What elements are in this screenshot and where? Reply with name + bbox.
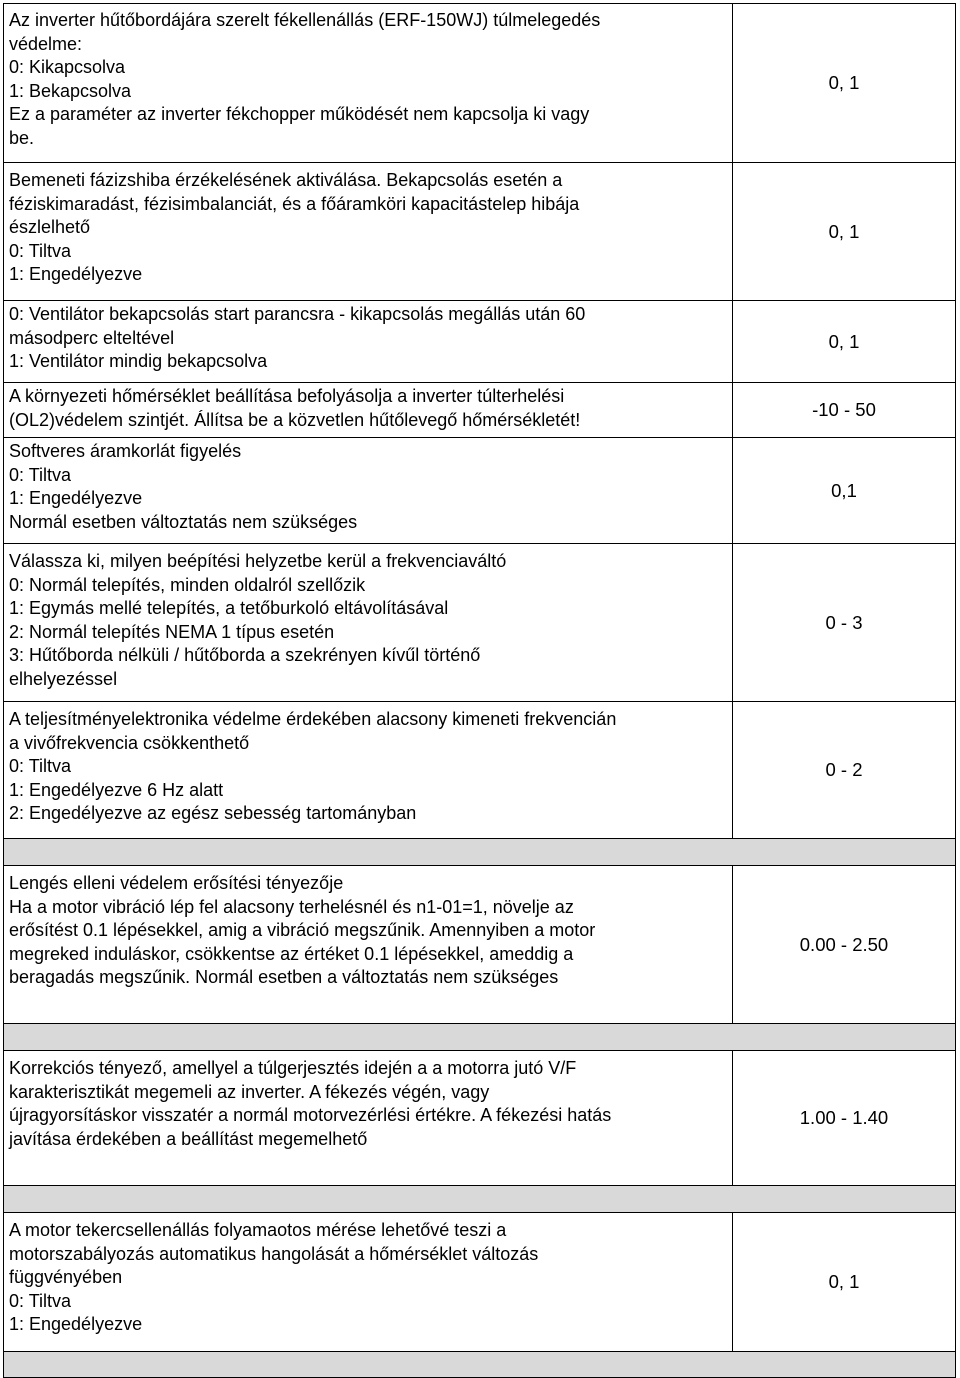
- description-line: Ha a motor vibráció lép fel alacsony terhelésnél és n1-01=1, növelje az: [9, 896, 574, 917]
- description-line: motorszabályozás automatikus hangolását a hőmérséklet változás: [9, 1243, 539, 1264]
- description-line: Bemeneti fázizshiba érzékelésének aktiválása. Bekapcsolás esetén a: [9, 170, 563, 190]
- table-row: [3, 301, 956, 383]
- description-line: Válassza ki, milyen beépítési helyzetbe kerül a frekvenciaváltó: [9, 551, 507, 571]
- description-line: megreked induláskor, csökkentse az értéket 0.1 lépésekkel, ameddig a: [9, 943, 574, 964]
- separator-row: [3, 1186, 956, 1213]
- range-cell: 0, 1: [828, 330, 860, 352]
- description-line: 2: Normál telepítés NEMA 1 típus esetén: [9, 621, 335, 642]
- description-line: észlelhető: [9, 217, 91, 238]
- description-line: 1: Ventilátor mindig bekapcsolva: [9, 351, 268, 372]
- description-line: A környezeti hőmérséklet beállítása befolyásolja a inverter túlterhelési: [9, 386, 565, 406]
- description-line: 1: Engedélyezve 6 Hz alatt: [9, 779, 224, 800]
- description-line: 1: Egymás mellé telepítés, a tetőburkoló eltávolításával: [9, 598, 449, 619]
- description-line: javítása érdekében a beállítást megemelhető: [9, 1128, 368, 1149]
- description-line: újragyorsításkor visszatér a normál motorvezérlési értékre. A fékezési hatás: [9, 1105, 612, 1126]
- description-cell: [4, 866, 733, 1023]
- range-cell: 1.00 - 1.40: [799, 1107, 889, 1128]
- description-line: Ez a paraméter az inverter fékchopper működését nem kapcsolja ki vagy: [9, 104, 590, 125]
- description-line: Lengés elleni védelem erősítési tényezője: [9, 873, 344, 893]
- description-line: elhelyezéssel: [9, 668, 118, 689]
- separator-row: [3, 1352, 956, 1378]
- description-cell: [4, 544, 733, 701]
- description-line: 1: Engedélyezve: [9, 1314, 143, 1335]
- description-line: 1: Engedélyezve: [9, 264, 143, 285]
- table-row: [3, 866, 956, 1024]
- range-cell: 0, 1: [828, 72, 860, 93]
- separator-row: [3, 839, 956, 866]
- range-cell: -10 - 50: [812, 399, 876, 420]
- table-row: [3, 438, 956, 544]
- description-cell: [4, 383, 733, 437]
- description-line: A motor tekercsellenállás folyamaotos mérése lehetővé teszi a: [9, 1220, 507, 1240]
- description-line: 3: Hűtőborda nélküli / hűtőborda a szekrényen kívűl történő: [9, 645, 481, 666]
- description-line: 0: Ventilátor bekapcsolás start parancsra - kikapcsolás megállás után 60: [9, 304, 586, 324]
- table-row: [3, 383, 956, 438]
- table-row: [3, 702, 956, 839]
- table-row: [3, 1213, 956, 1352]
- description-line: 0: Normál telepítés, minden oldalról szellőzik: [9, 574, 366, 595]
- description-cell: [4, 438, 733, 543]
- description-line: a vivőfrekvencia csökkenthető: [9, 732, 250, 753]
- description-line: Korrekciós tényező, amellyel a túlgerjesztés idején a a motorra jutó V/F: [9, 1058, 577, 1078]
- description-line: 2: Engedélyezve az egész sebesség tartományban: [9, 803, 417, 824]
- description-cell: [4, 301, 733, 382]
- parameter-table: [3, 3, 956, 1378]
- description-cell: [4, 1051, 733, 1185]
- description-line: beragadás megszűnik. Normál esetben a változtatás nem szükséges: [9, 967, 559, 988]
- description-line: Normál esetben változtatás nem szükséges: [9, 511, 358, 532]
- description-cell: [4, 163, 733, 300]
- description-cell: [4, 1213, 733, 1351]
- description-line: 0: Tiltva: [9, 1290, 72, 1311]
- description-cell: [4, 4, 733, 162]
- description-line: féziskimaradást, fézisimbalanciát, és a főáramköri kapacitástelep hibája: [9, 193, 580, 214]
- description-line: 1: Bekapcsolva: [9, 80, 132, 101]
- description-line: 0: Tiltva: [9, 240, 72, 261]
- range-cell: 0 - 2: [825, 759, 863, 780]
- description-line: Softveres áramkorlát figyelés: [9, 441, 242, 461]
- range-cell: 0, 1: [828, 220, 860, 242]
- description-line: (OL2)védelem szintjét. Állítsa be a közvetlen hűtőlevegő hőmérsékletét!: [9, 409, 581, 430]
- description-line: függvényében: [9, 1267, 123, 1288]
- description-line: 1: Engedélyezve: [9, 488, 143, 509]
- table-row: [3, 544, 956, 702]
- description-cell: [4, 702, 733, 838]
- range-cell: 0 - 3: [825, 611, 863, 633]
- description-line: karakterisztikát megemeli az inverter. A fékezés végén, vagy: [9, 1081, 490, 1102]
- description-line: védelme:: [9, 33, 83, 54]
- range-cell: 0, 1: [828, 1271, 860, 1292]
- range-cell: 0.00 - 2.50: [799, 933, 889, 955]
- description-line: erősítést 0.1 lépésekkel, amig a vibráció megszűnik. Amennyiben a motor: [9, 920, 596, 941]
- range-cell: 0,1: [831, 479, 857, 501]
- separator-row: [3, 1024, 956, 1051]
- description-line: Az inverter hűtőbordájára szerelt fékellenállás (ERF-150WJ) túlmelegedés: [9, 10, 601, 30]
- description-line: be.: [9, 127, 35, 148]
- description-line: 0: Kikapcsolva: [9, 57, 126, 78]
- table-row: [3, 3, 956, 163]
- description-line: 0: Tiltva: [9, 464, 72, 485]
- description-line: 0: Tiltva: [9, 756, 72, 777]
- table-row: [3, 163, 956, 301]
- description-line: A teljesítményelektronika védelme érdekében alacsony kimeneti frekvencián: [9, 709, 617, 729]
- description-line: másodperc elteltével: [9, 327, 175, 348]
- table-row: [3, 1051, 956, 1186]
